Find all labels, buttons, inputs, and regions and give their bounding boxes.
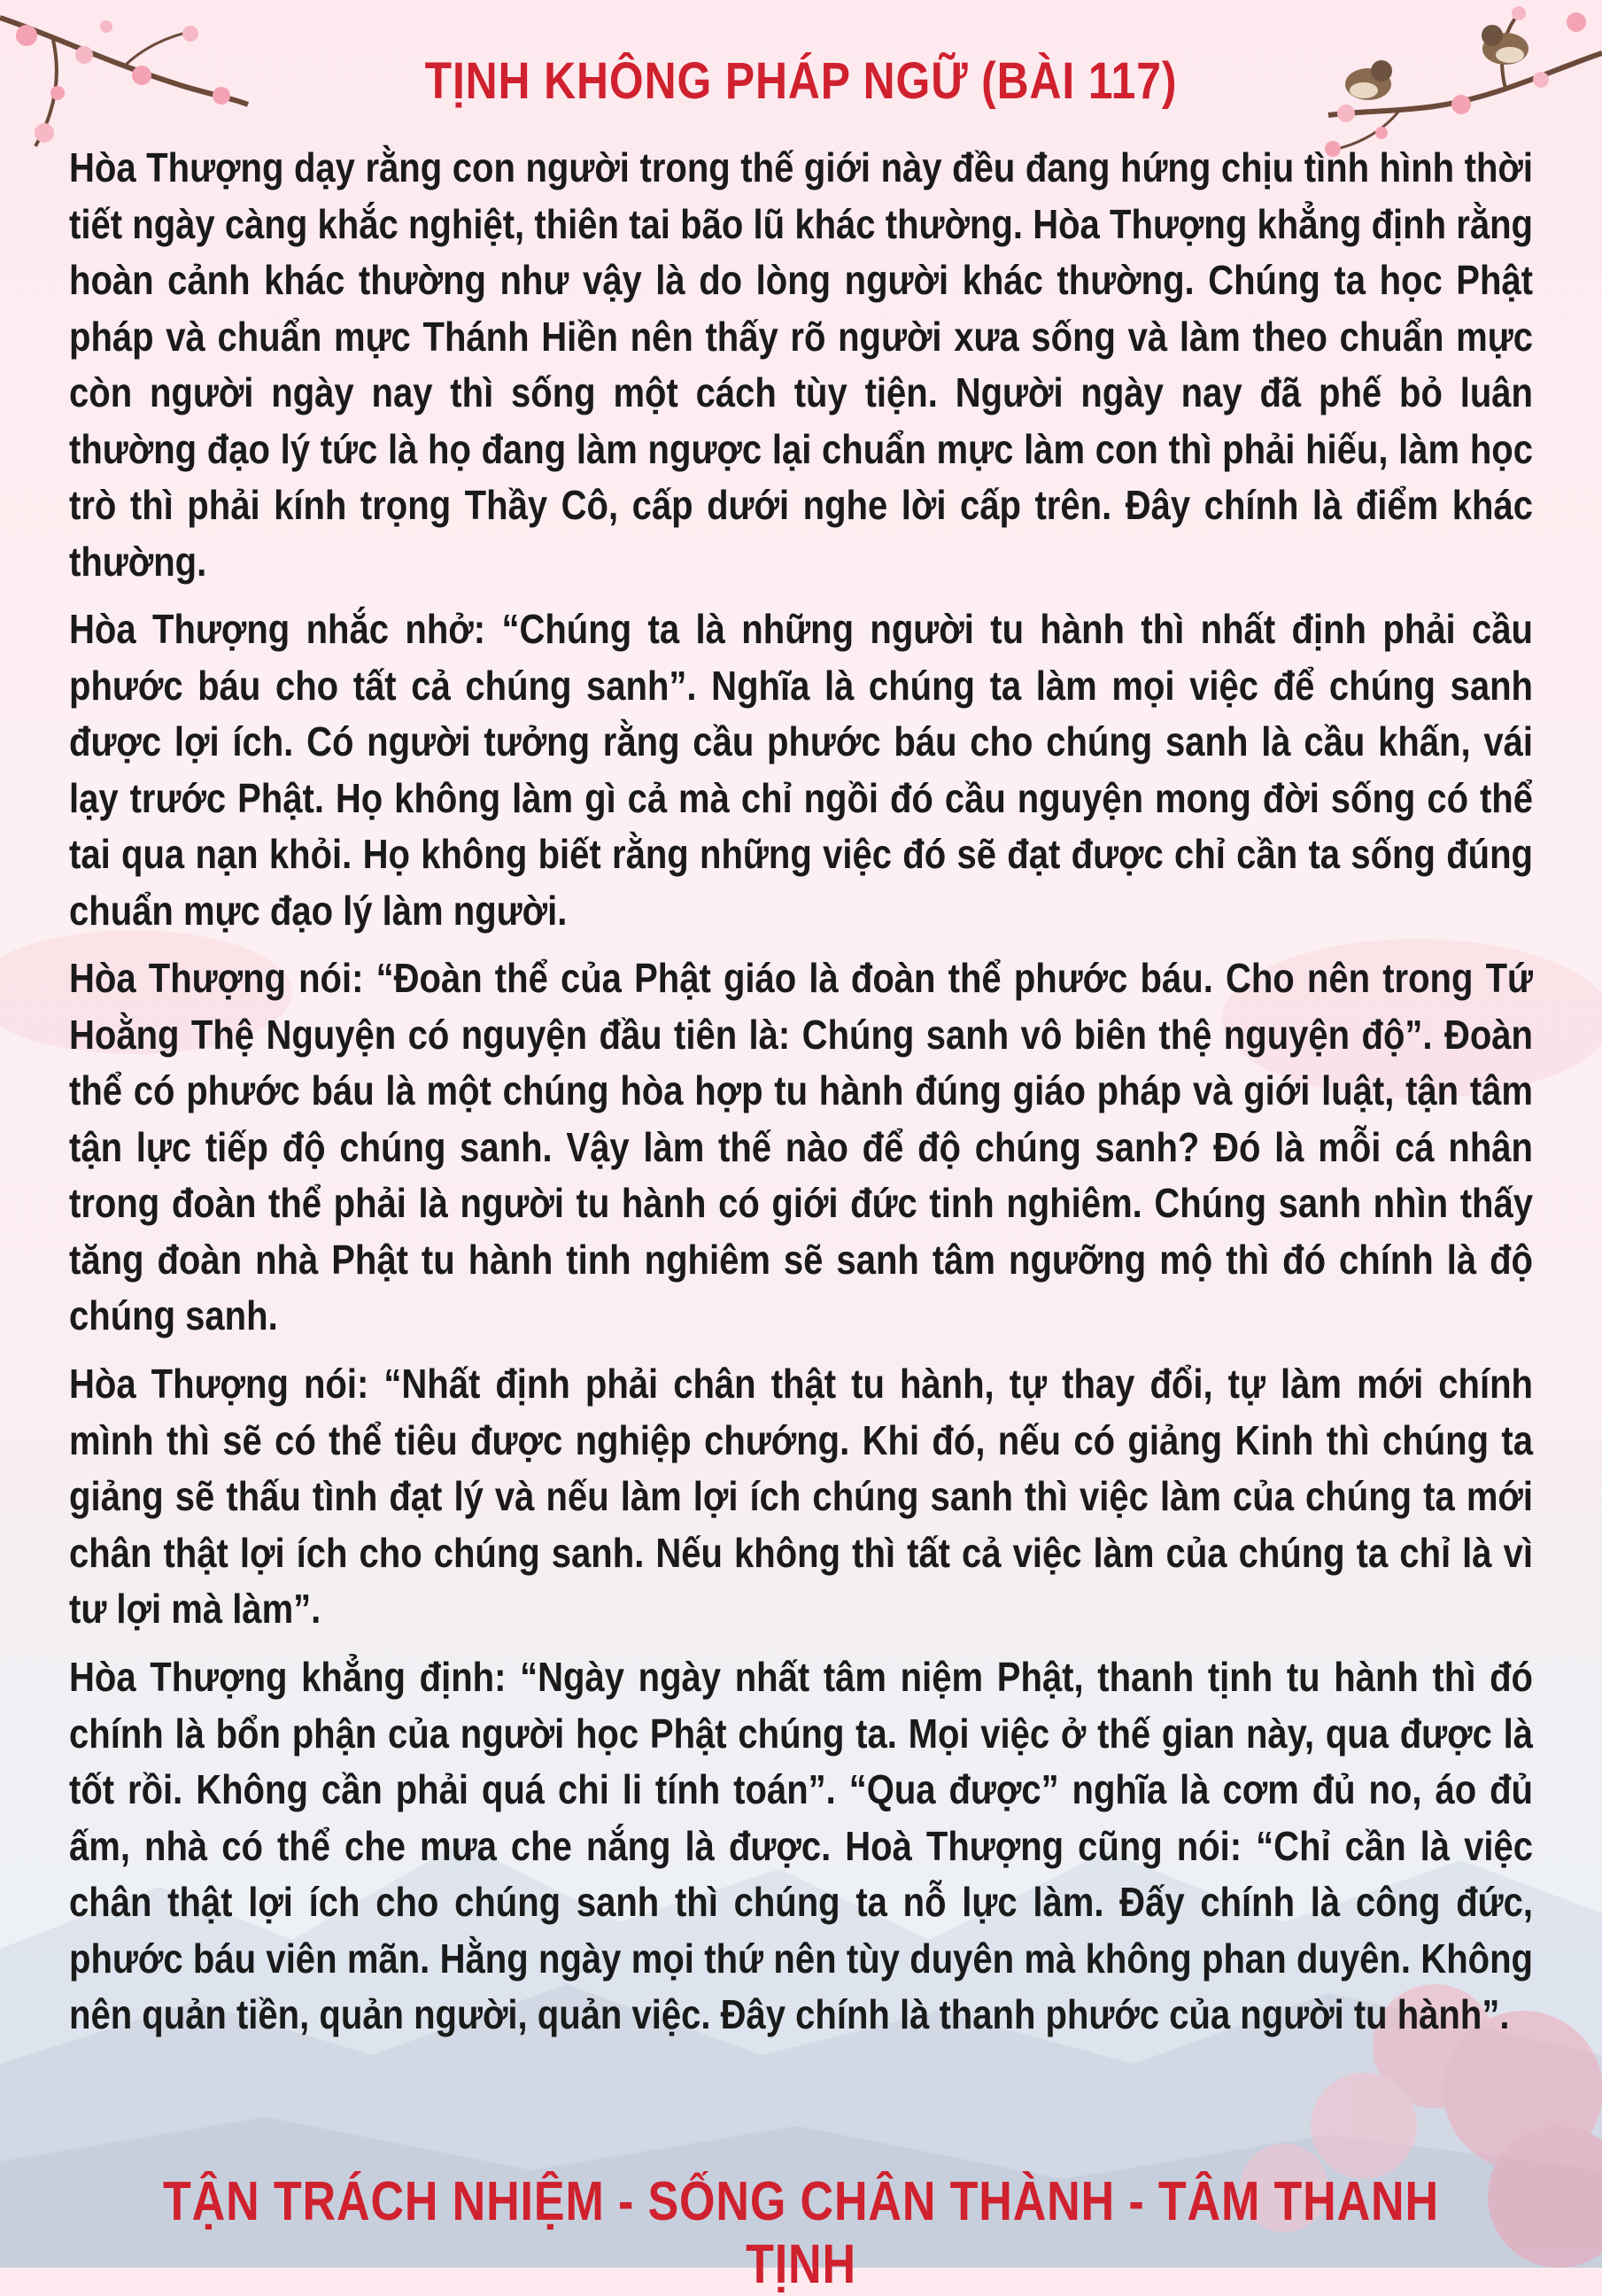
paragraph: Hòa Thượng khẳng định: “Ngày ngày nhất tâm niệm Phật, thanh tịnh tu hành thì đó chính là bổn phận của người học Phật chúng ta. Mọi việc ở thế gian này, qua được là tốt rồi. Không cần phải quá chi li tính toán”. “Qua được” nghĩa là cơm đủ no, áo đủ ấm, nhà có thể che mưa che nắng là được. Hoà Thượng cũng nói: “Chỉ cần là việc chân thật lợi ích cho chúng sanh thì chúng ta nỗ lực làm. Đấy chính là công đức, phước báu viên mãn. Hằng ngày mọi thứ nên tùy duyên mà không phan duyên. Không nên quản tiền, quản người, quản việc. Đây chính là thanh phước của người tu hành”. [69, 1654, 1533, 2037]
footer-slogan: TẬN TRÁCH NHIỆM - SỐNG CHÂN THÀNH - TÂM THANH TỊNH [163, 2171, 1439, 2295]
paragraph: Hòa Thượng nói: “Nhất định phải chân thật tu hành, tự thay đổi, tự làm mới chính mình thì sẽ có thể tiêu được nghiệp chướng. Khi đó, nếu có giảng Kinh thì chúng ta giảng sẽ thấu tình đạt lý và nếu làm lợi ích chúng sanh thì việc làm của chúng ta mới chân thật lợi ích cho chúng sanh. Nếu không thì tất cả việc làm của chúng ta chỉ là vì tư lợi mà làm”. [69, 1361, 1533, 1632]
paragraph: Hòa Thượng nói: “Đoàn thể của Phật giáo là đoàn thể phước báu. Cho nên trong Tứ Hoằng Thệ Nguyện có nguyện đầu tiên là: Chúng sanh vô biên thệ nguyện độ”. Đoàn thể có phước báu là một chúng hòa hợp tu hành đúng giáo pháp và giới luật, tận tâm tận lực tiếp độ chúng sanh. Vậy làm thế nào để độ chúng sanh? Đó là mỗi cá nhân trong đoàn thể phải là người tu hành có giới đức tinh nghiêm. Chúng sanh nhìn thấy tăng đoàn nhà Phật tu hành tinh nghiêm sẽ sanh tâm ngưỡng mộ thì đó chính là độ chúng sanh. [69, 955, 1533, 1338]
page-title: TỊNH KHÔNG PHÁP NGỮ (BÀI 117) [424, 52, 1178, 110]
paragraph: Hòa Thượng dạy rằng con người trong thế giới này đều đang hứng chịu tình hình thời tiết ngày càng khắc nghiệt, thiên tai bão lũ khác thường. Hòa Thượng khẳng định rằng hoàn cảnh khác thường như vậy là do lòng người khác thường. Chúng ta học Phật pháp và chuẩn mực Thánh Hiền nên thấy rõ người xưa sống và làm theo chuẩn mực còn người ngày nay thì sống một cách tùy tiện. Người ngày nay đã phế bỏ luân thường đạo lý tức là họ đang làm ngược lại chuẩn mực làm con thì phải hiếu, làm học trò thì phải kính trọng Thầy Cô, cấp dưới nghe lời cấp trên. Đây chính là điểm khác thường. [69, 144, 1533, 585]
paragraph: Hòa Thượng nhắc nhở: “Chúng ta là những người tu hành thì nhất định phải cầu phước báu cho tất cả chúng sanh”. Nghĩa là chúng ta làm mọi việc để chúng sanh được lợi ích. Có người tưởng rằng cầu phước báu cho chúng sanh là cầu khấn, vái lạy trước Phật. Họ không làm gì cả mà chỉ ngồi đó cầu nguyện mong đời sống có thể tai qua nạn khỏi. Họ không biết rằng những việc đó sẽ đạt được chỉ cần ta sống đúng chuẩn mực đạo lý làm người. [69, 606, 1533, 934]
article-body [69, 140, 1533, 2055]
